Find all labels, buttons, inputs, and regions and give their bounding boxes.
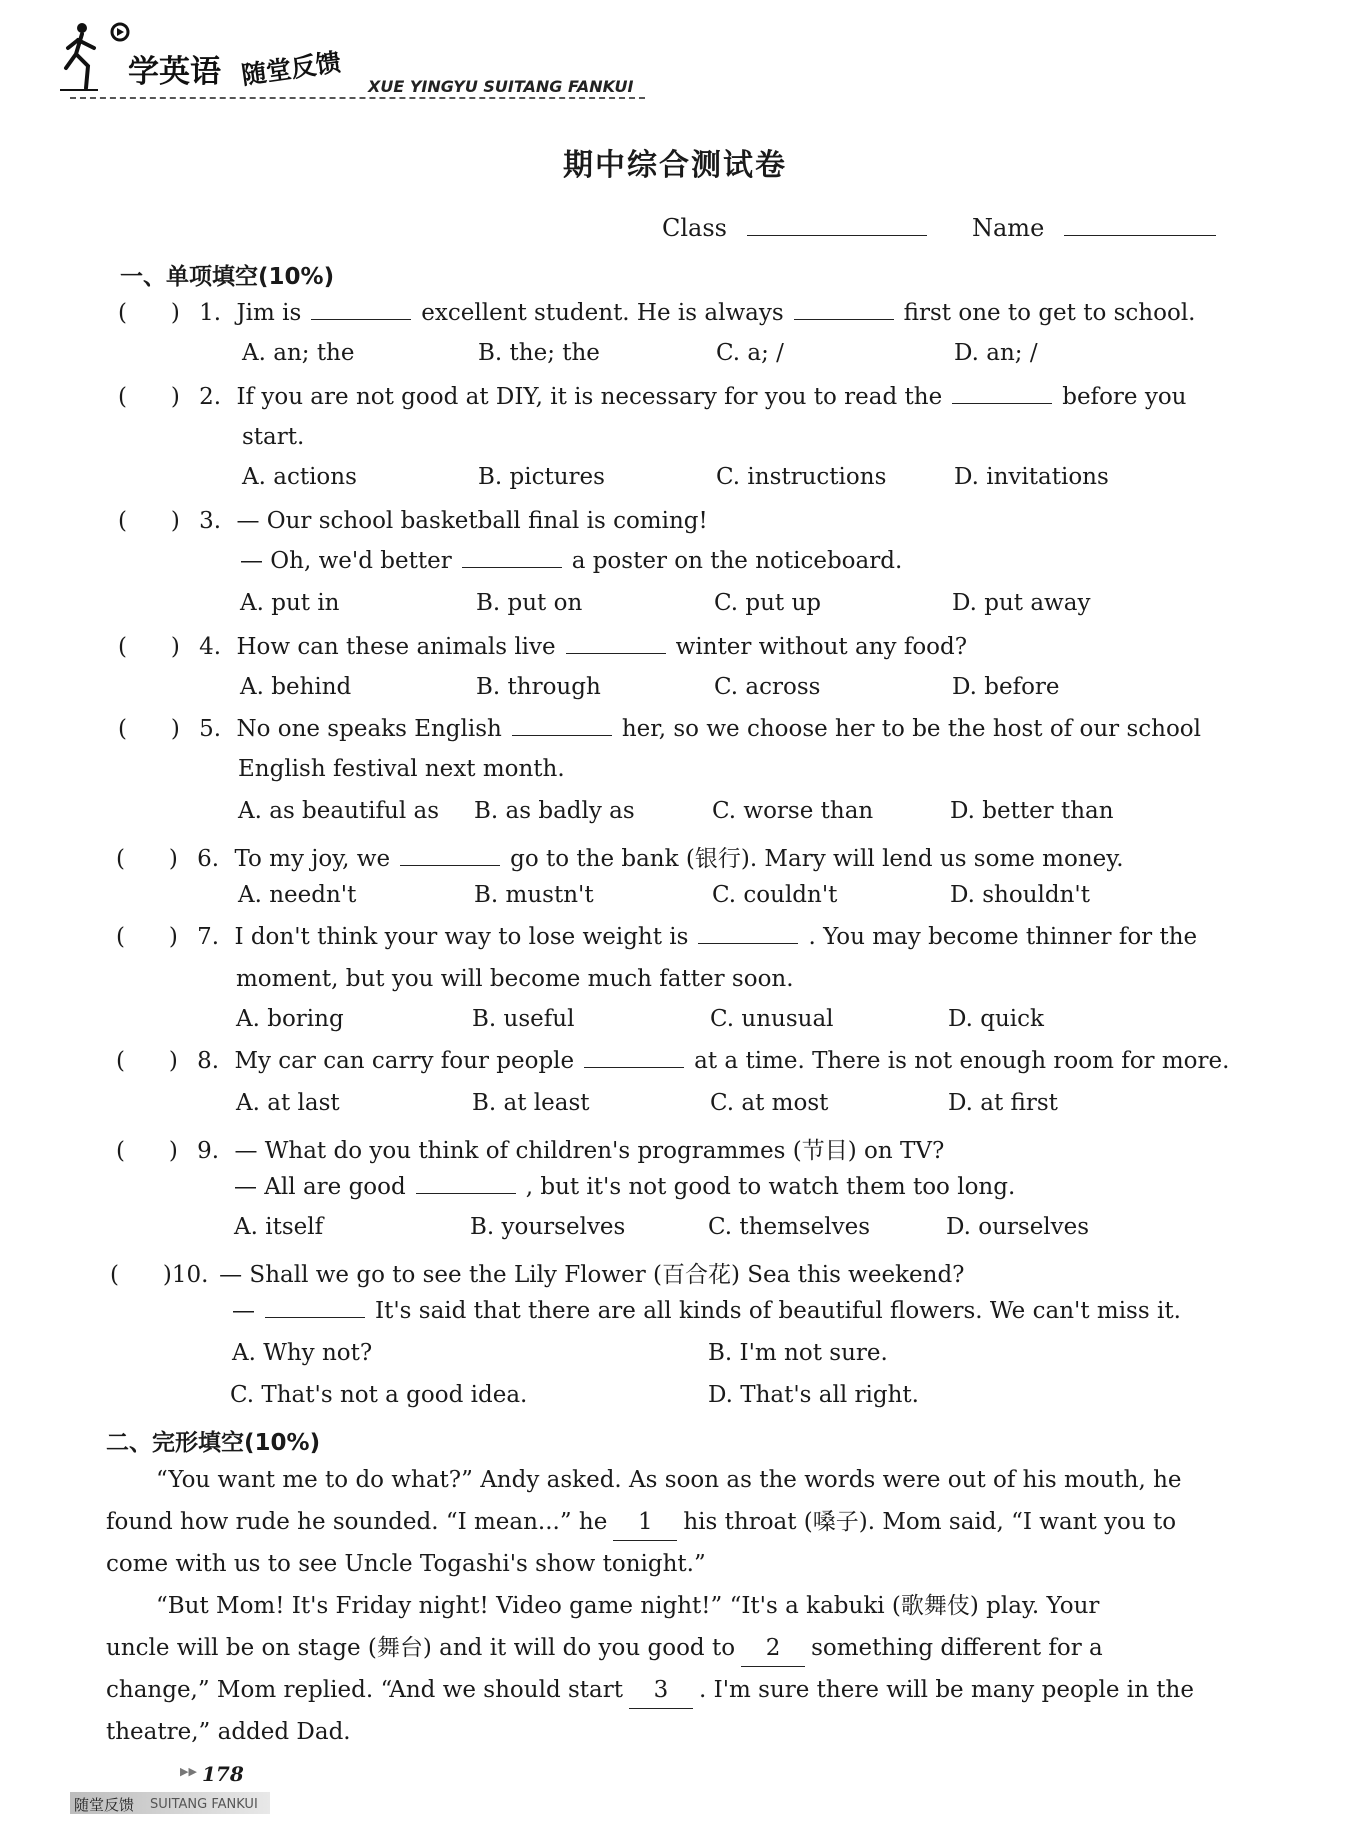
answer-blank bbox=[794, 303, 894, 320]
question-7 bbox=[116, 924, 1197, 950]
question-number: 1. bbox=[199, 300, 222, 326]
question-number: 7. bbox=[197, 924, 220, 950]
question-text: To my joy, we bbox=[234, 846, 391, 872]
answer-paren[interactable]: ( ) bbox=[116, 846, 178, 872]
passage-text: found how rude he sounded. “I mean...” he bbox=[106, 1509, 608, 1535]
question-text: It's said that there are all kinds of beautiful flowers. We can't miss it. bbox=[375, 1298, 1181, 1324]
option-c: C. worse than bbox=[712, 798, 874, 824]
question-8 bbox=[116, 1048, 1229, 1074]
name-field bbox=[972, 214, 1216, 242]
option-a: A. an; the bbox=[242, 340, 355, 366]
question-text: . You may become thinner for the bbox=[808, 924, 1198, 950]
question-text: excellent student. He is always bbox=[421, 300, 784, 326]
question-line2 bbox=[232, 1298, 1181, 1324]
passage-line bbox=[106, 1672, 1194, 1709]
option-a: A. needn't bbox=[238, 882, 357, 908]
question-number: 10. bbox=[171, 1262, 209, 1288]
passage-text: his throat (嗓子). Mom said, “I want you to bbox=[683, 1509, 1177, 1535]
option-d: D. shouldn't bbox=[950, 882, 1090, 908]
option-b: B. through bbox=[476, 674, 601, 700]
option-b: B. as badly as bbox=[474, 798, 635, 824]
question-text: — What do you think of children's programmes (节目) on TV? bbox=[234, 1138, 945, 1164]
answer-blank bbox=[584, 1051, 684, 1068]
header-logo-cn2: 随堂反馈 bbox=[239, 47, 343, 91]
passage-text: . I'm sure there will be many people in the bbox=[698, 1677, 1194, 1703]
question-text: — Shall we go to see the Lily Flower (百合花) Sea this weekend? bbox=[219, 1262, 965, 1288]
question-text: Jim is bbox=[236, 300, 302, 326]
option-d: D. put away bbox=[952, 590, 1091, 616]
name-blank[interactable] bbox=[1064, 217, 1216, 236]
question-number: 4. bbox=[199, 634, 222, 660]
option-a: A. as beautiful as bbox=[238, 798, 440, 824]
question-text: No one speaks English bbox=[236, 716, 502, 742]
class-field bbox=[662, 214, 927, 242]
question-continuation: start. bbox=[242, 424, 305, 450]
option-a: A. put in bbox=[240, 590, 340, 616]
question-text: If you are not good at DIY, it is necessary for you to read the bbox=[236, 384, 943, 410]
question-3 bbox=[118, 508, 708, 534]
page-number: 178 bbox=[202, 1762, 244, 1786]
option-d: D. quick bbox=[948, 1006, 1044, 1032]
header-runner-icon bbox=[58, 18, 138, 102]
question-1 bbox=[118, 300, 1195, 326]
question-text: — All are good bbox=[234, 1174, 406, 1200]
option-a: A. actions bbox=[242, 464, 357, 490]
question-continuation: moment, but you will become much fatter soon. bbox=[236, 966, 794, 992]
question-continuation: English festival next month. bbox=[238, 756, 565, 782]
question-text: — bbox=[232, 1298, 255, 1324]
option-c: C. at most bbox=[710, 1090, 829, 1116]
answer-paren[interactable]: ( ) bbox=[118, 508, 180, 534]
passage-line bbox=[106, 1504, 1176, 1541]
answer-paren[interactable]: ( ) bbox=[118, 716, 180, 742]
question-text: winter without any food? bbox=[675, 634, 968, 660]
question-text: her, so we choose her to be the host of our school bbox=[621, 716, 1202, 742]
question-number: 3. bbox=[199, 508, 222, 534]
answer-paren[interactable]: ( ) bbox=[116, 1138, 178, 1164]
option-a: A. boring bbox=[236, 1006, 344, 1032]
question-4 bbox=[118, 634, 967, 660]
question-text: How can these animals live bbox=[236, 634, 556, 660]
option-d: D. invitations bbox=[954, 464, 1109, 490]
answer-blank bbox=[462, 551, 562, 568]
question-9 bbox=[116, 1132, 944, 1165]
footer-arrow-icon: ▶▶ bbox=[180, 1765, 197, 1778]
header-logo-en: XUE YINGYU SUITANG FANKUI bbox=[368, 77, 634, 96]
question-text: before you bbox=[1062, 384, 1187, 410]
answer-blank bbox=[512, 719, 612, 736]
option-b: B. mustn't bbox=[474, 882, 594, 908]
class-label: Class bbox=[662, 214, 727, 242]
option-c: C. a; / bbox=[716, 340, 784, 366]
question-text: a poster on the noticeboard. bbox=[571, 548, 903, 574]
option-d: D. That's all right. bbox=[708, 1382, 919, 1408]
option-d: D. an; / bbox=[954, 340, 1038, 366]
question-number: 8. bbox=[197, 1048, 220, 1074]
question-5 bbox=[118, 716, 1201, 742]
page-title: 期中综合测试卷 bbox=[563, 148, 787, 183]
passage-text: something different for a bbox=[811, 1635, 1103, 1661]
question-number: 2. bbox=[199, 384, 222, 410]
answer-blank bbox=[400, 849, 500, 866]
section2-title: 二、完形填空(10%) bbox=[106, 1430, 321, 1456]
option-a: A. itself bbox=[234, 1214, 324, 1240]
question-6 bbox=[116, 840, 1124, 873]
option-b: B. useful bbox=[472, 1006, 575, 1032]
option-b: B. the; the bbox=[478, 340, 600, 366]
answer-paren[interactable]: ( ) bbox=[116, 924, 178, 950]
answer-paren[interactable]: ( ) bbox=[118, 634, 180, 660]
question-text: at a time. There is not enough room for more. bbox=[694, 1048, 1230, 1074]
question-text: — Our school basketball final is coming! bbox=[236, 508, 708, 534]
answer-blank bbox=[952, 387, 1052, 404]
header-dashed-line bbox=[70, 97, 645, 99]
option-b: B. I'm not sure. bbox=[708, 1340, 888, 1366]
passage-line bbox=[106, 1630, 1103, 1667]
option-b: B. yourselves bbox=[470, 1214, 626, 1240]
option-c: C. themselves bbox=[708, 1214, 871, 1240]
question-text: — Oh, we'd better bbox=[240, 548, 452, 574]
option-c: C. put up bbox=[714, 590, 822, 616]
footer-cn: 随堂反馈 bbox=[74, 1796, 135, 1814]
question-number: 6. bbox=[197, 846, 220, 872]
question-line2 bbox=[240, 548, 902, 574]
cloze-blank-2[interactable]: 2 bbox=[741, 1630, 805, 1667]
question-line2 bbox=[234, 1174, 1015, 1200]
question-10 bbox=[110, 1256, 965, 1289]
answer-paren[interactable]: ( ) bbox=[110, 1262, 172, 1288]
header-logo-cn: 学英语 bbox=[128, 54, 221, 90]
option-c: C. instructions bbox=[716, 464, 887, 490]
cloze-blank-1[interactable]: 1 bbox=[613, 1504, 677, 1541]
cloze-blank-3[interactable]: 3 bbox=[629, 1672, 693, 1709]
option-b: B. put on bbox=[476, 590, 583, 616]
option-b: B. at least bbox=[472, 1090, 590, 1116]
passage-line: “You want me to do what?” Andy asked. As soon as the words were out of his mouth, he bbox=[156, 1467, 1182, 1493]
answer-paren[interactable]: ( ) bbox=[116, 1048, 178, 1074]
question-text: My car can carry four people bbox=[234, 1048, 575, 1074]
answer-blank bbox=[311, 303, 411, 320]
name-label: Name bbox=[972, 214, 1045, 242]
option-d: D. before bbox=[952, 674, 1060, 700]
answer-paren[interactable]: ( ) bbox=[118, 300, 180, 326]
option-a: A. Why not? bbox=[232, 1340, 373, 1366]
option-a: A. at last bbox=[236, 1090, 340, 1116]
question-2 bbox=[118, 384, 1186, 410]
option-c: C. unusual bbox=[710, 1006, 834, 1032]
passage-text: uncle will be on stage (舞台) and it will do you good to bbox=[106, 1635, 736, 1661]
answer-blank bbox=[566, 637, 666, 654]
option-c: C. That's not a good idea. bbox=[230, 1382, 528, 1408]
passage-line: come with us to see Uncle Togashi's show tonight.” bbox=[106, 1551, 706, 1577]
passage-line: “But Mom! It's Friday night! Video game night!” “It's a kabuki (歌舞伎) play. Your bbox=[156, 1593, 1100, 1619]
question-number: 9. bbox=[197, 1138, 220, 1164]
section1-title: 一、单项填空(10%) bbox=[120, 264, 335, 290]
answer-blank bbox=[416, 1177, 516, 1194]
option-d: D. ourselves bbox=[946, 1214, 1090, 1240]
option-d: D. at first bbox=[948, 1090, 1058, 1116]
option-c: C. couldn't bbox=[712, 882, 838, 908]
question-text: I don't think your way to lose weight is bbox=[234, 924, 689, 950]
option-a: A. behind bbox=[240, 674, 352, 700]
answer-paren[interactable]: ( ) bbox=[118, 384, 180, 410]
question-text: first one to get to school. bbox=[903, 300, 1196, 326]
question-number: 5. bbox=[199, 716, 222, 742]
question-text: , but it's not good to watch them too long. bbox=[525, 1174, 1016, 1200]
option-b: B. pictures bbox=[478, 464, 605, 490]
answer-blank bbox=[698, 927, 798, 944]
option-d: D. better than bbox=[950, 798, 1114, 824]
passage-line: theatre,” added Dad. bbox=[106, 1719, 351, 1745]
footer-en: SUITANG FANKUI bbox=[150, 1797, 258, 1812]
passage-text: change,” Mom replied. “And we should start bbox=[106, 1677, 623, 1703]
answer-blank bbox=[265, 1301, 365, 1318]
option-c: C. across bbox=[714, 674, 821, 700]
class-blank[interactable] bbox=[747, 217, 927, 236]
question-text: go to the bank (银行). Mary will lend us some money. bbox=[510, 846, 1124, 872]
